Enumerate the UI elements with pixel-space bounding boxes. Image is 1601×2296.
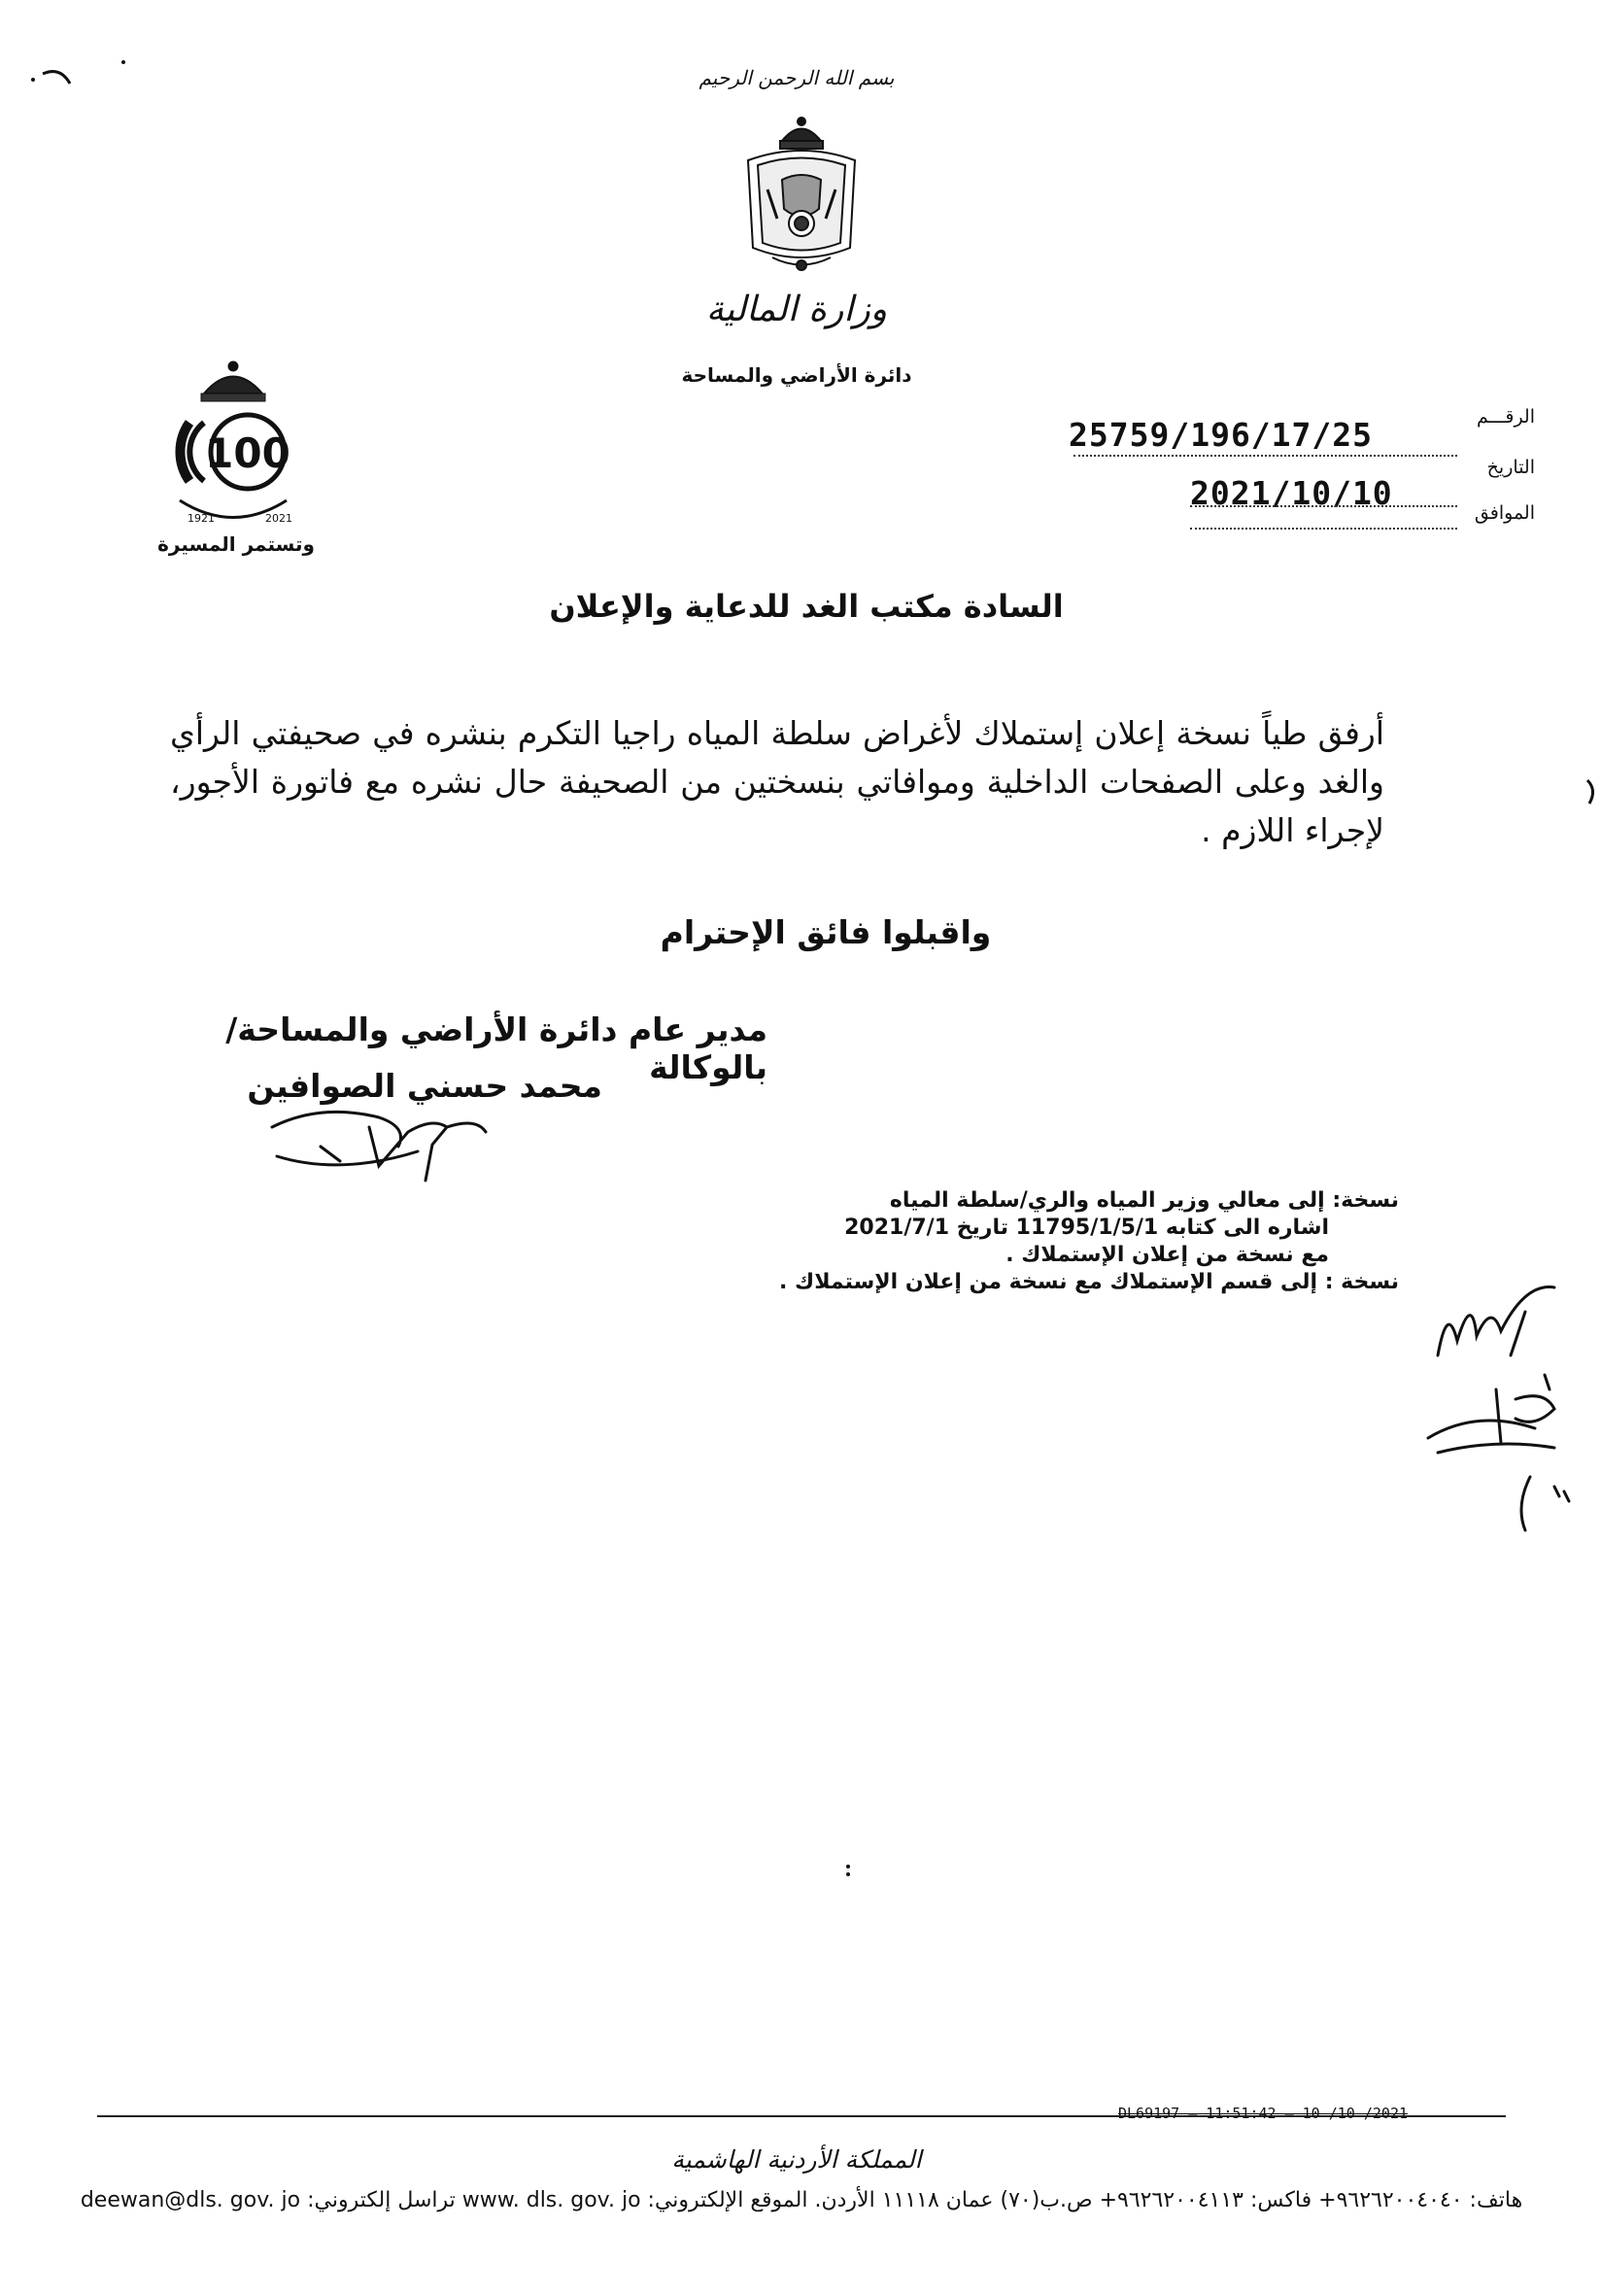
centennial-tagline: وتستمر المسيرة: [157, 532, 315, 556]
margin-annotation-scribble: [1418, 1283, 1574, 1535]
reference-number-label: الرقـــم: [1477, 406, 1535, 428]
closing-salutation: واقبلوا فائق الإحترام: [660, 913, 992, 951]
centennial-number: 100: [205, 429, 290, 477]
copy-line-2: اشاره الى كتابه 11795/1/5/1 تاريخ 2021/7/1: [844, 1216, 1329, 1240]
copies-block: [738, 1187, 1399, 1296]
stray-mark: [841, 1861, 855, 1880]
reference-number-dotted-line: [1073, 455, 1457, 457]
centennial-logo: [151, 355, 316, 549]
centennial-year-left: 1921: [187, 512, 215, 525]
handwritten-signature: [262, 1108, 505, 1185]
copy-line-1: نسخة: إلى معالي وزير المياه والري/سلطة المياه: [889, 1188, 1399, 1213]
signatory-title: مدير عام دائرة الأراضي والمساحة/بالوكالة: [225, 1011, 767, 1086]
contact-details: هاتف: ٩٦٢٦٢٠٠٤٠٤٠+ فاكس: ٩٦٢٦٢٠٠٤١١٣+ ص.ب(٧٠) عمان ١١١١٨ الأردن. الموقع الإلكتروني: www. dls. gov. jo تراسل إلكتروني: deewan@dls. gov. jo: [80, 2188, 1523, 2212]
coat-of-arms-emblem: [733, 112, 869, 277]
reference-hijri-dotted-line: [1190, 528, 1457, 530]
department-name: دائرة الأراضي والمساحة: [681, 363, 912, 387]
copy-line-4: نسخة : إلى قسم الإستملاك مع نسخة من إعلان الإستملاك .: [779, 1270, 1399, 1294]
corner-marks: [21, 56, 128, 95]
edge-mark: [1584, 772, 1601, 811]
reference-number-value: 25759/196/17/25: [1069, 416, 1374, 454]
reference-date-value: 2021/10/10: [1190, 474, 1393, 512]
ministry-name: وزارة المالية: [705, 290, 888, 329]
reference-date-label: التاريخ: [1486, 457, 1535, 478]
reference-hijri-label: الموافق: [1474, 502, 1535, 524]
letter-body: أرفق طياً نسخة إعلان إستملاك لأغراض سلطة المياه راجيا التكرم بنشره في صحيفتي الرأي والغد وعلى الصفحات الداخلية وموافاتي بنسختين من الصحيفة حال نشره مع فاتورة الأجور، لإجراء اللازم .: [170, 714, 1384, 849]
footer-timestamp: DL69197 — 11:51:42 — 10 /10 /2021: [1117, 2105, 1408, 2122]
centennial-year-right: 2021: [265, 512, 292, 525]
addressee: السادة مكتب الغد للدعاية والإعلان: [549, 588, 1064, 625]
reference-date-dotted-line: [1190, 505, 1457, 507]
kingdom-name: المملكة الأردنية الهاشمية: [671, 2145, 922, 2174]
copy-line-3: مع نسخة من إعلان الإستملاك .: [1005, 1243, 1329, 1267]
signatory-name: محمد حسني الصوافين: [247, 1067, 602, 1105]
bismillah: بسم الله الرحمن الرحيم: [698, 66, 895, 89]
